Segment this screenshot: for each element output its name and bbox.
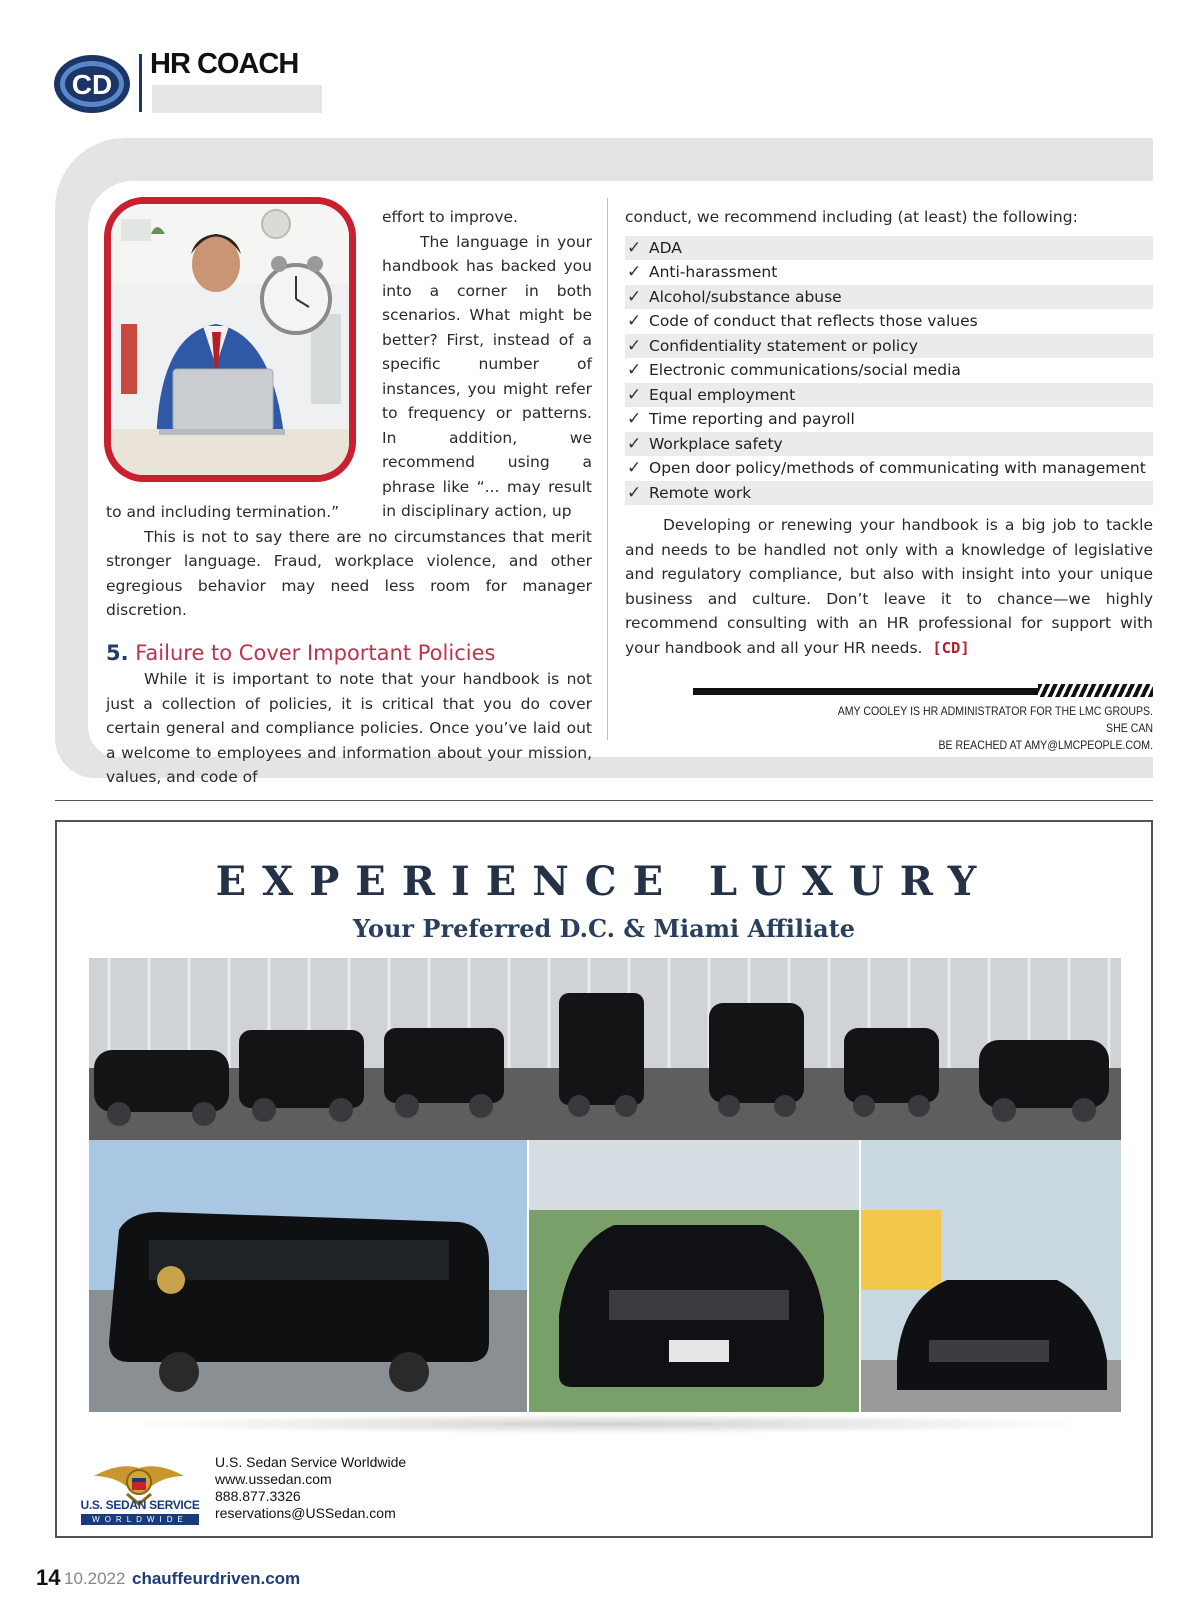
checklist-item-label: Code of conduct that reflects those values (649, 312, 978, 330)
company-name: U.S. Sedan Service Worldwide (215, 1454, 407, 1470)
checklist-item (625, 358, 1153, 383)
checkmark-icon: ✓ (627, 335, 642, 356)
checkmark-icon: ✓ (627, 458, 642, 478)
page-separator (55, 800, 1153, 801)
email-link[interactable]: reservations@USSedan.com (215, 1505, 396, 1521)
closing-paragraph (625, 513, 1153, 660)
text-fragment: effort to improve. (382, 208, 518, 226)
checklist-item-label: ADA (649, 238, 682, 257)
article-photo (104, 197, 356, 482)
article-column-left (106, 500, 592, 790)
checklist-item (625, 432, 1153, 457)
checklist-item-label: Equal employment (649, 385, 796, 404)
text-fragment: to and including termination.” (106, 503, 340, 521)
checkmark-icon: ✓ (627, 311, 642, 331)
checklist-item-label: Confidentiality statement or policy (649, 336, 918, 355)
column-divider (607, 198, 608, 740)
author-bio (825, 703, 1153, 754)
bio-line: BE REACHED AT AMY@LMCPEOPLE.COM. (938, 738, 1153, 752)
checkmark-icon: ✓ (627, 286, 642, 307)
checklist-item (625, 260, 1153, 285)
header-divider (139, 54, 142, 112)
fleet-photo (89, 958, 1121, 1140)
end-tag: [CD] (932, 638, 970, 657)
paragraph: conduct, we recommend including (at least) the following: (625, 208, 1078, 226)
checkmark-icon: ✓ (627, 262, 642, 282)
checklist-item (625, 309, 1153, 334)
website-link[interactable]: www.ussedan.com (215, 1471, 332, 1487)
checklist-item (625, 407, 1153, 432)
checklist-item-label: Time reporting and payroll (649, 410, 855, 428)
policy-checklist (625, 236, 1153, 506)
checklist-item (625, 236, 1153, 261)
ad-contact-info (215, 1454, 406, 1522)
checklist-item (625, 383, 1153, 408)
advertisement (55, 820, 1153, 1538)
heading-text: Failure to Cover Important Policies (135, 640, 496, 665)
paragraph: The language in your handbook has backed you into a corner in both scenarios. What might be better? First, instead of a specific number of instances, you might refer to frequency or patterns. In addition, we recommend using a phrase like “... may result in disciplinary action, up (382, 232, 592, 520)
checklist-item (625, 456, 1153, 481)
title-underbar (152, 85, 322, 113)
ad-subheadline: Your Preferred D.C. & Miami Affiliate (352, 914, 856, 943)
heading-number: 5. (106, 640, 129, 665)
page-number: 14 (36, 1565, 61, 1590)
cd-logo (52, 52, 132, 116)
paragraph: While it is important to note that your handbook is not just a collection of policies, it is critical that you do cover certain general and compliance policies. Once you’ve laid out a welcome to employees and information about your mission, values, and code of (106, 670, 592, 786)
vehicle-collage-photo (89, 1140, 1121, 1412)
issue-date: 10.2022 (64, 1569, 126, 1588)
logo-text: CD (71, 69, 113, 100)
article-column-narrow (382, 205, 592, 524)
checklist-item-label: Workplace safety (649, 434, 783, 453)
section-title: HR COACH (150, 48, 299, 80)
checklist-item-label: Anti-harassment (649, 263, 778, 281)
paragraph: This is not to say there are no circumstances that merit stronger language. Fraud, workplace violence, and other egregious behavior may need less room for manager discretion. (106, 527, 592, 619)
checkmark-icon: ✓ (627, 360, 642, 380)
checklist-item-label: Open door policy/methods of communicating with management (649, 459, 1146, 477)
checkmark-icon: ✓ (627, 482, 642, 503)
ad-headline: EXPERIENCE LUXURY (215, 858, 993, 905)
checkmark-icon: ✓ (627, 409, 642, 429)
checkmark-icon: ✓ (627, 384, 642, 405)
photo-shadow (117, 1414, 1097, 1434)
checkmark-icon: ✓ (627, 237, 642, 258)
businessman-with-clock-illustration (111, 204, 349, 475)
site-link[interactable]: chauffeurdriven.com (132, 1569, 301, 1588)
bio-line: AMY COOLEY IS HR ADMINISTRATOR FOR THE LMC GROUPS. SHE CAN (837, 704, 1153, 735)
phone-number[interactable]: 888.877.3326 (215, 1488, 301, 1504)
checklist-item-label: Remote work (649, 483, 752, 502)
checklist-item-label: Electronic communications/social media (649, 361, 961, 379)
checklist-item-label: Alcohol/substance abuse (649, 287, 842, 306)
section-heading (106, 641, 592, 666)
logo-worldwide: WORLDWIDE (81, 1514, 199, 1525)
checklist-item (625, 481, 1153, 506)
bio-rule-hatch (1038, 684, 1153, 697)
checklist-item (625, 285, 1153, 310)
checklist-item (625, 334, 1153, 359)
checkmark-icon: ✓ (627, 433, 642, 454)
article-column-right (625, 205, 1153, 660)
logo-name: U.S. SEDAN SERVICE (80, 1498, 200, 1512)
closing-text: Developing or renewing your handbook is a big job to tackle and needs to be handled not only with a knowledge of legislative and regulatory compliance, but also with insight into your unique business and culture. Don’t leave it to chance—we highly recommend consulting with an HR professional for support with your handbook and all your HR needs. (625, 516, 1153, 657)
